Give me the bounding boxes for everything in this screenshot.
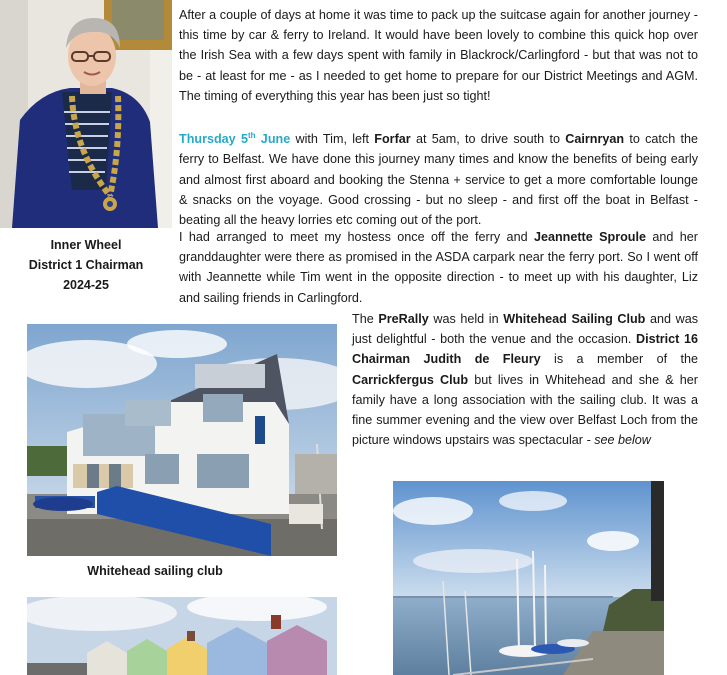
hostess-paragraph: I had arranged to meet my hostess once off the ferry and Jeannette Sproule and her granddaughter were there as promised in the ASDA carpark near the ferry port. So I went off with Jeannette while Tim went in the opposite direction - to meet up with his daughter, Liz and sailing friends in Carlingford. <box>179 230 698 305</box>
caption-line-1: Inner Wheel <box>50 238 122 252</box>
intro-paragraph: After a couple of days at home it was time to pack up the suitcase again for another journey - this time by car & ferry to Ireland. It would have been lovely to combine this quick hop over the Irish Sea with a few days spent with family in Blackrock/Carlingford - but that was not to be - at least for me - as I needed to get home to prepare for our District Meetings and AGM. The timing of everything this year has been just so tight! <box>179 8 698 103</box>
caption-line-3: 2024-25 <box>63 278 109 292</box>
sailing-club-caption: Whitehead sailing club <box>87 564 223 578</box>
houses-photo <box>27 597 337 675</box>
thursday-paragraph: Thursday 5th June with Tim, left Forfar at 5am, to drive south to Cairnryan to catch the ferry to Belfast. We have done this journey many times and know the benefits of being early and almost first aboard and booking the Stenna + service to get a more comfortable lounge & snacks on the voyage. Good crossing - but no sleep - and first off the boat in Belfast - beating all the heavy lorries etc coming out of the port. <box>179 131 698 227</box>
place-cairnryan: Cairnryan <box>565 132 625 147</box>
club-name: Whitehead Sailing Club <box>503 312 646 326</box>
district-chairman: District 16 Chairman Judith de Fleury <box>352 332 698 367</box>
place-forfar: Forfar <box>374 132 411 147</box>
caption-line-2: District 1 Chairman <box>28 258 144 272</box>
portrait-caption <box>0 235 172 295</box>
hostess-name: Jeannette Sproule <box>533 230 647 244</box>
thursday-date: Thursday 5th June <box>179 131 291 147</box>
prerally-paragraph: The PreRally was held in Whitehead Sailing Club and was just delightful - both the venue and the occasion. District 16 Chairman Judith de Fleury is a member of the Carrickfergus Club but lives in Whitehead and she & her family have a long association with the sailing club. It was a fine summer evening and the view over Belfast Loch from the picture windows upstairs was spectacular - see below <box>352 312 699 448</box>
portrait-photo <box>0 0 172 228</box>
sailing-club-photo <box>27 324 337 556</box>
see-below-note: - see below <box>586 433 651 448</box>
harbour-view-photo <box>393 481 664 675</box>
